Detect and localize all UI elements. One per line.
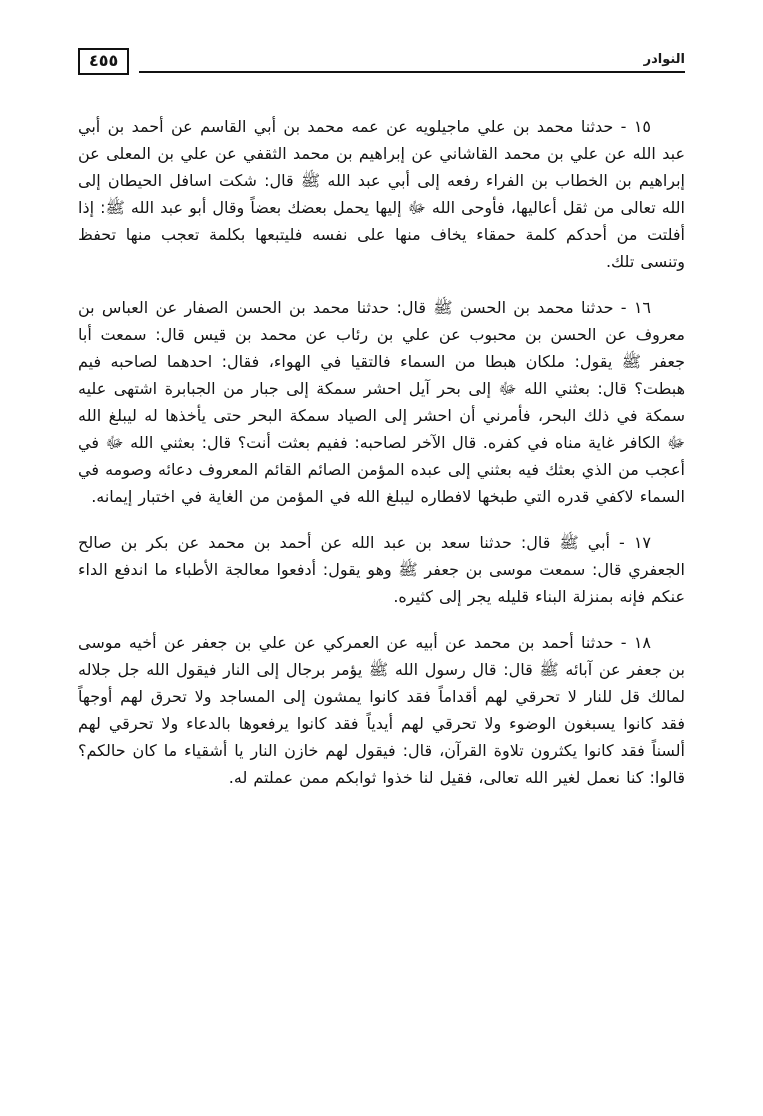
hadith-paragraph-16: ١٦ - حدثنا محمد بن الحسن ﷺ قال: حدثنا محمد بن الحسن الصفار عن العباس بن معروف عن الحسن بن محبوب عن علي بن رئاب عن محمد بن قيس قال: سمعت أبا جعفر ﷺ يقول: ملكان هبطا من السماء فالتقيا في الهواء، فقال: احدهما لصاحبه فيم هبطت؟ قال: بعثني الله ﷻ إلى بحر آيل احشر سمكة إلى جبار من الجبابرة اشتهى عليه سمكة في ذلك البحر، فأمرني أن احشر إلى الصياد سمكة البحر حتى يأخذها له ليبلغ الله ﷻ الكافر غاية مناه في كفره. قال الآخر لصاحبه: ففيم بعثت أنت؟ قال: بعثني الله ﷻ في أعجب من الذي بعثك فيه بعثني إلى عبده المؤمن الصائم القائم المعروف دعائه وصومه في السماء لاكفي قدره التي طبخها لافطاره ليبلغ الله في المؤمن من الغاية في اختبار إيمانه. [78, 298, 685, 507]
hadith-paragraph-15: ١٥ - حدثنا محمد بن علي ماجيلويه عن عمه محمد بن أبي القاسم عن أحمد بن أبي عبد الله عن علي بن محمد القاشاني عن إبراهيم بن محمد الثقفي عن علي بن المعلى عن إبراهيم بن الخطاب بن الفراء رفعه إلى أبي عبد الله ﷺ قال: شكت اسافل الحيطان إلى الله تعالى من ثقل أعاليها، فأوحى الله ﷻ إليها يحمل بعضك بعضاً وقال أبو عبد الله ﷺ: إذا أفلتت من أحدكم كلمة حمقاء يخاف منها على نفسه فليتبعها بكلمة تعجب منها تحفظ وتنسى تلك. [78, 117, 685, 272]
hadith-paragraph-17: ١٧ - أبي ﷺ قال: حدثنا سعد بن عبد الله عن أحمد بن محمد عن بكر بن صالح الجعفري قال: سمعت موسى بن جعفر ﷺ وهو يقول: أدفعوا معالجة الأطباء ما اندفع الداء عنكم فإنه بمنزلة البناء قليله يجر إلى كثيره. [78, 533, 685, 607]
header-rule-area [139, 52, 685, 73]
page-header [78, 48, 685, 73]
page-number-box [78, 48, 129, 75]
page-content [78, 113, 685, 791]
hadith-paragraph-18: ١٨ - حدثنا أحمد بن محمد عن أبيه عن العمركي عن علي بن جعفر عن أخيه موسى بن جعفر عن آبائه ﷺ قال: قال رسول الله ﷺ يؤمر برجال إلى النار فيقول الله جل جلاله لمالك قل للنار لا تحرقي لهم أقداماً فقد كانوا يمشون إلى المساجد ولا تحرق لهم أوجهاً فقد كانوا يسبغون الوضوء ولا تحرقي لهم أيدياً فقد كانوا يرفعوها بالدعاء ولا تحرقي لهم ألسناً فقد كانوا يكثرون تلاوة القرآن، قال: فيقول لهم خازن النار يا أشقياء ما كان حالكم؟ قالوا: كنا نعمل لغير الله تعالى، فقيل لنا خذوا ثوابكم ممن عملتم له. [78, 633, 685, 788]
book-title: النوادر [643, 52, 685, 68]
page-number: ٤٥٥ [89, 51, 119, 70]
header-rule [139, 71, 685, 73]
